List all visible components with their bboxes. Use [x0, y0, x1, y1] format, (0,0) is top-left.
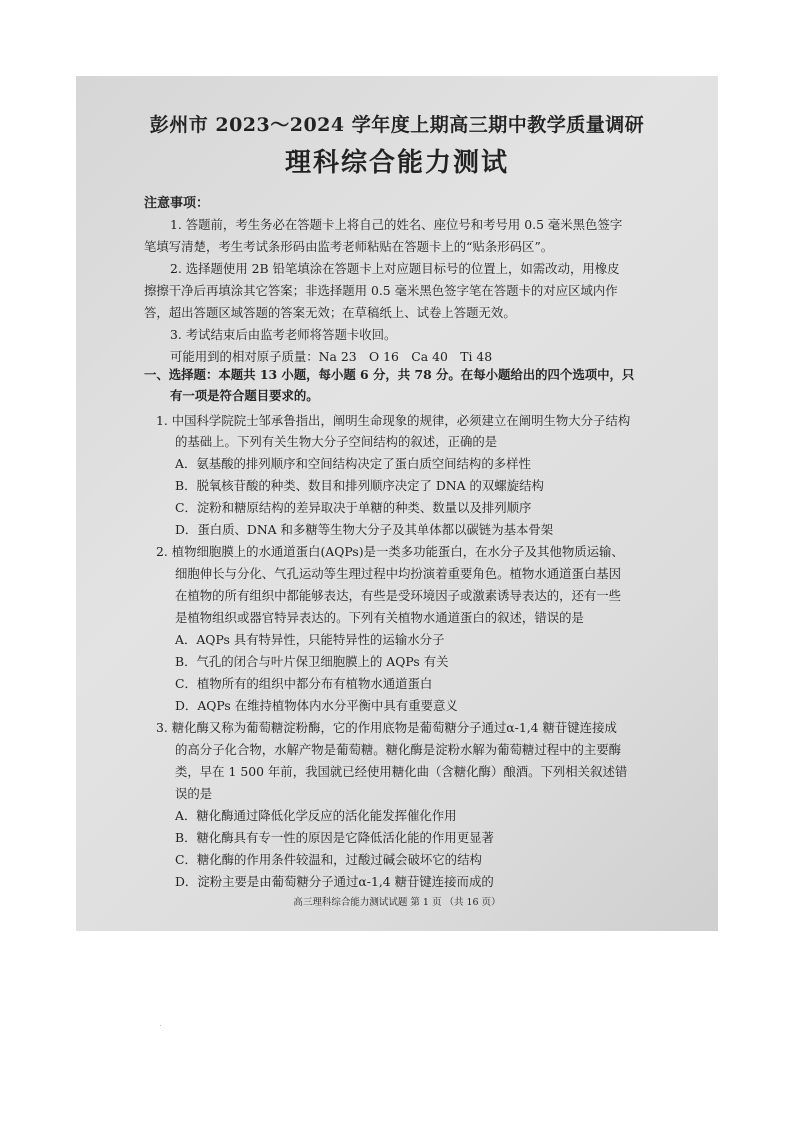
question-3-option-a: A．糖化酶通过降低化学反应的活化能发挥催化作用	[175, 808, 457, 823]
notice-header: 注意事项：	[144, 196, 210, 211]
question-2-option-b: B．气孔的闭合与叶片保卫细胞膜上的 AQPs 有关	[175, 654, 449, 669]
question-3-stem: 的高分子化合物，水解产物是葡萄糖。糖化酶是淀粉水解为葡萄糖过程中的主要酶	[175, 742, 622, 757]
question-1-stem: 的基础上。下列有关生物大分子空间结构的叙述，正确的是	[175, 434, 498, 449]
question-1-stem: 1. 中国科学院院士邹承鲁指出，阐明生命现象的规律，必须建立在阐明生物大分子结构	[156, 413, 631, 428]
exam-title: 彭州市 2023～2024 学年度上期高三期中教学质量调研	[149, 114, 645, 136]
question-3-stem: 类，早在 1 500 年前，我国就已经使用糖化曲（含糖化酶）酿酒。下列相关叙述错	[175, 764, 628, 779]
notice-line: 擦擦干净后再填涂其它答案；非选择题用 0.5 毫米黑色签字笔在答题卡的对应区域内作	[144, 283, 618, 298]
question-1-option-b: B．脱氧核苷酸的种类、数目和排列顺序决定了 DNA 的双螺旋结构	[175, 478, 544, 493]
question-3-option-d: D．淀粉主要是由葡萄糖分子通过α-1,4 糖苷键连接而成的	[175, 874, 494, 889]
atomic-mass-line: 可能用到的相对原子质量：Na 23 O 16 Ca 40 Ti 48	[170, 349, 493, 364]
notice-line: 笔填写清楚，考生考试条形码由监考老师粘贴在答题卡上的“贴条形码区”。	[144, 239, 554, 254]
exam-subtitle: 理科综合能力测试	[284, 148, 509, 178]
question-1-option-a: A．氨基酸的排列顺序和空间结构决定了蛋白质空间结构的多样性	[175, 456, 531, 471]
page-footer: 高三理科综合能力测试试题 第 1 页 （共 16 页）	[293, 897, 501, 908]
question-2-stem: 在植物的所有组织中都能够表达，有些是受环境因子或激素诱导表达的，还有一些	[175, 588, 622, 603]
question-3-option-c: C．糖化酶的作用条件较温和，过酸过碱会破坏它的结构	[175, 852, 482, 867]
section-header: 一、选择题：本题共 13 小题，每小题 6 分，共 78 分。在每小题给出的四个选项中，只	[144, 367, 635, 382]
section-header: 有一项是符合题目要求的。	[170, 388, 319, 403]
question-2-option-c: C．植物所有的组织中都分布有植物水通道蛋白	[175, 676, 433, 691]
notice-line: 2. 选择题使用 2B 铅笔填涂在答题卡上对应题目标号的位置上，如需改动，用橡皮	[170, 261, 620, 276]
question-2-option-a: A．AQPs 具有特异性，只能特异性的运输水分子	[175, 632, 445, 647]
question-1-option-d: D．蛋白质、DNA 和多糖等生物大分子及其单体都以碳链为基本骨架	[175, 522, 554, 537]
question-2-stem: 是植物组织或器官特异表达的。下列有关植物水通道蛋白的叙述，错误的是	[175, 610, 584, 625]
notice-line: 1. 答题前，考生务必在答题卡上将自己的姓名、座位号和考号用 0.5 毫米黑色签字	[170, 217, 623, 232]
question-3-option-b: B．糖化酶具有专一性的原因是它降低活化能的作用更显著	[175, 830, 494, 845]
question-1-option-c: C．淀粉和糖原结构的差异取决于单糖的种类、数量以及排列顺序	[175, 500, 532, 515]
notice-line: 答，超出答题区域答题的答案无效；在草稿纸上、试卷上答题无效。	[144, 305, 516, 320]
question-3-stem: 误的是	[175, 786, 213, 801]
notice-line: 3. 考试结束后由监考老师将答题卡收回。	[170, 327, 397, 342]
exam-page-photo	[76, 76, 718, 931]
question-2-option-d: D．AQPs 在维持植物体内水分平衡中具有重要意义	[175, 698, 458, 713]
scan-speck	[160, 1025, 161, 1026]
question-2-stem: 2. 植物细胞膜上的水通道蛋白(AQPs)是一类多功能蛋白，在水分子及其他物质运输、	[156, 544, 624, 559]
question-3-stem: 3. 糖化酶又称为葡萄糖淀粉酶，它的作用底物是葡萄糖分子通过α-1,4 糖苷键连接成	[156, 720, 617, 735]
question-2-stem: 细胞伸长与分化、气孔运动等生理过程中均扮演着重要角色。植物水通道蛋白基因	[175, 566, 622, 581]
